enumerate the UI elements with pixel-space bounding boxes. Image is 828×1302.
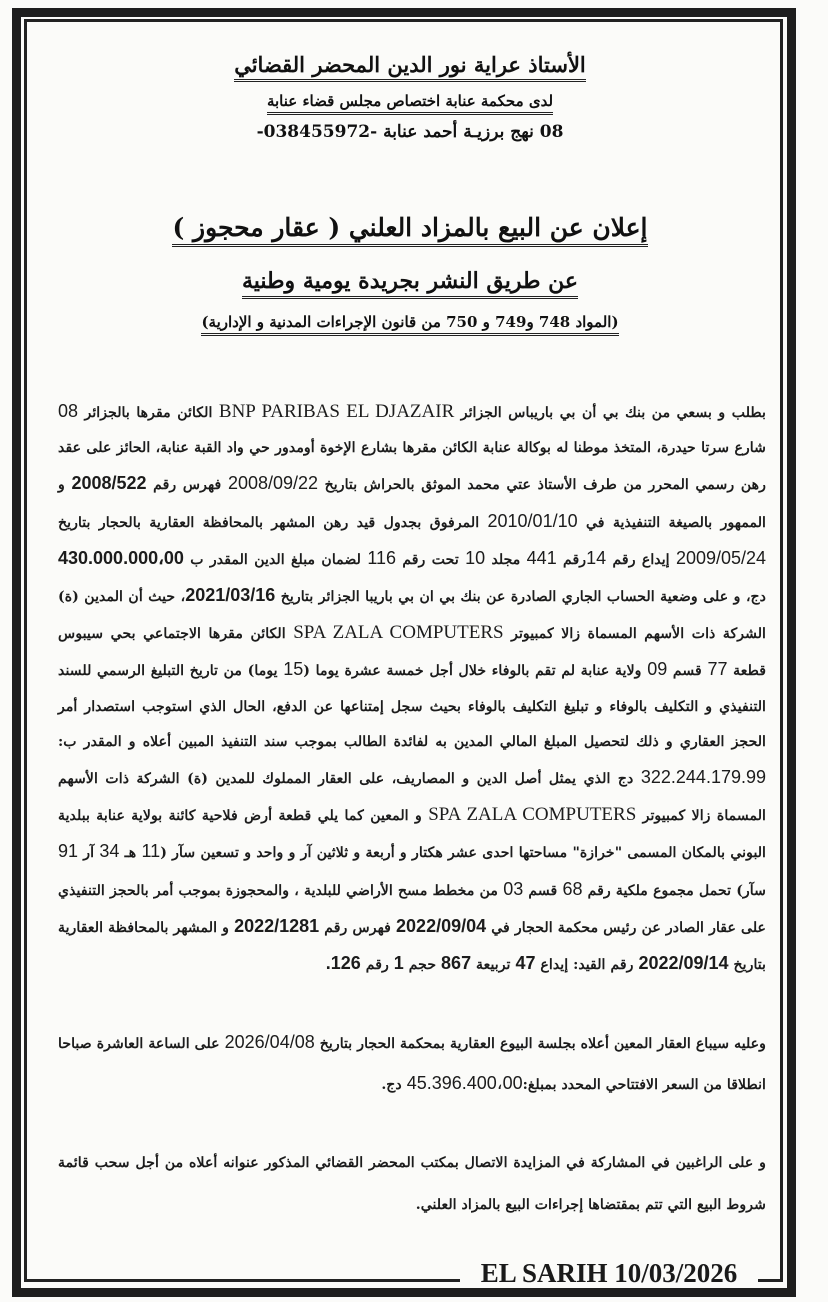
bailiff-name-text: الأستاذ عراية نور الدين المحضر القضائي xyxy=(234,52,586,82)
auction-date-paragraph: وعليه سيباع العقار المعين أعلاه بجلسة البيوع العقارية بمحكمة الحجار بتاريخ 2026/04/08 على الساعة العاشرة صباحا انطلاقا من السعر الافتتاحي المحدد بمبلغ:45.396.400،00 دج. xyxy=(58,1032,766,1093)
announcement-title xyxy=(60,213,760,247)
page-inner-border xyxy=(24,19,783,22)
main-paragraph: بطلب و بسعي من بنك بي أن بي باريباس الجزائر BNP PARIBAS EL DJAZAIR الكائن مقرها بالجزائر 08 شارع سرتا حيدرة، المتخذ موطنا له بوكالة عنابة الكائن مقرها بشارع الإخوة أومدور حي واد القبة عنابة، الحائز على عقد رهن رسمي المحرر من طرف الأستاذ عتي محمد الموثق بالحراش بتاريخ 2008/09/22 فهرس رقم 2008/522 و الممهور بالصيغة التنفيذية في 2010/01/10 المرفوق بجدول قيد رهن المشهر بالمحافظة العقارية بالحجار بتاريخ 2009/05/24 إيداع رقم 14رقم 441 مجلد 10 تحت رقم 116 لضمان مبلغ الدين المقدر ب 430.000.000،00 دج، و على وضعية الحساب الجاري الصادرة عن بنك بي ان بي باريبا الجزائر بتاريخ 2021/03/16، حيث أن المدين (ة) الشركة ذات الأسهم المسماة زالا كمبيوتر SPA ZALA COMPUTERS الكائن مقرها الاجتماعي بحي سيبوس قطعة 77 قسم 09 ولاية عنابة لم تقم بالوفاء خلال أجل خمسة عشرة يوما (15 يوما) من تاريخ التبليغ الرسمي للسند التنفيذي و التكليف بالوفاء و تبليغ التكليف بالوفاء بحيث سجل إمتناعها عن الدفع، الحال الذي استوجب استصدار أمر الحجز العقاري و ذلك لتحصيل المبلغ المالي المدين به لفائدة الطالب بموجب سند التنفيذ المبين أعلاه و المقدر ب: 322.244.179.99 دج الذي يمثل أصل الدين و المصاريف، على العقار المملوك للمدين (ة) الشركة ذات الأسهم المسماة زالا كمبيوتر SPA ZALA COMPUTERS و المعين كما يلي قطعة أرض فلاحية كائنة بولاية عنابة ببلدية البوني بالمكان المسمى "خرازة" مساحتها احدى عشر هكتار و أربعة و ثلاثين آر و واحد و تسعين سآر (11 هـ 34 آر 91 سآر) تحمل مجموع ملكية رقم 68 قسم 03 من مخطط مسح الأراضي للبلدية ، والمحجوزة بموجب أمر بالحجز التنفيذي على عقار الصادر عن رئيس محكمة الحجار في 2022/09/04 فهرس رقم 2022/1281 و المشهر بالمحافظة العقارية بتاريخ 2022/09/14 رقم القيد: إيداع 47 تربيعة 867 حجم 1 رقم 126. xyxy=(58,401,767,974)
legal-articles-text: (المواد 748 و749 و 750 من قانون الإجراءات المدنية و الإدارية) xyxy=(201,313,618,336)
announcement-title-text: إعلان عن البيع بالمزاد العلني ( عقار محجوز ) xyxy=(172,213,647,247)
page-inner-border xyxy=(24,19,27,1282)
court-text: لدى محكمة عنابة اختصاص مجلس قضاء عنابة xyxy=(267,92,553,115)
debtor-company: SPA ZALA COMPUTERS xyxy=(428,804,637,826)
debtor-company: SPA ZALA COMPUTERS xyxy=(293,622,504,644)
address-line xyxy=(60,122,760,144)
bailiff-name xyxy=(60,52,760,82)
page-inner-border xyxy=(24,1279,460,1282)
participation-paragraph: و على الراغبين في المشاركة في المزايدة الاتصال بمكتب المحضر القضائي المذكور عنوانه أعلاه من أجل سحب قائمة شروط البيع التي تتم بمقتضاها إجراءات البيع بالمزاد العلني. xyxy=(58,1155,766,1213)
page-inner-border xyxy=(758,1279,783,1282)
page-inner-border xyxy=(780,19,783,1282)
announcement-subtitle xyxy=(60,268,760,299)
auction-date: 2026/04/08 xyxy=(224,1032,315,1052)
legal-articles xyxy=(60,313,760,336)
claimed-amount: 322.244.179.99 xyxy=(640,767,766,788)
address-text: 08 نهج برزيـة أحمد عنابة -038455972- xyxy=(256,122,564,142)
bank-name: BNP PARIBAS EL DJAZAIR xyxy=(218,401,455,422)
opening-price: 45.396.400،00 xyxy=(406,1073,523,1093)
publication-footer: EL SARIH 10/03/2026 xyxy=(480,1258,738,1288)
announcement-subtitle-text: عن طريق النشر بجريدة يومية وطنية xyxy=(242,268,578,299)
debt-amount: 430.000.000،00 xyxy=(58,547,184,568)
court-line xyxy=(60,92,760,115)
